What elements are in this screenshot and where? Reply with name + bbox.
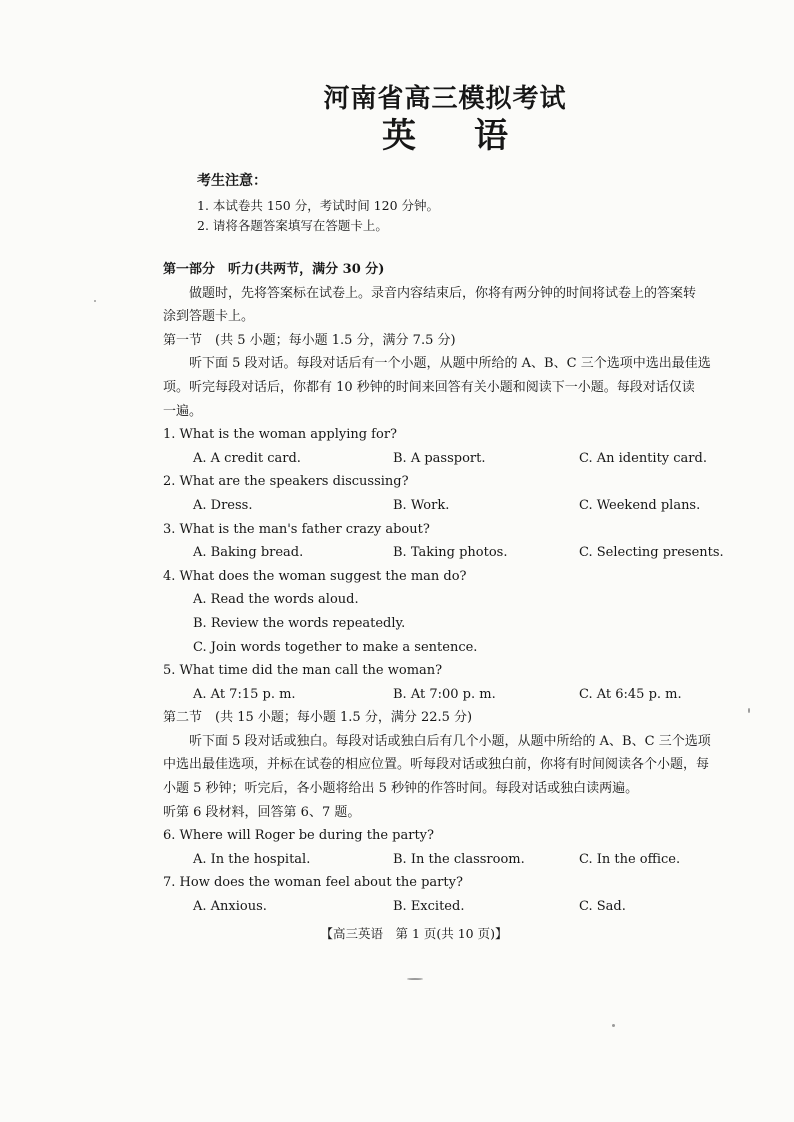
option-a: A. A credit card. bbox=[193, 450, 301, 466]
option-c: C. Selecting presents. bbox=[579, 545, 724, 561]
option-a: A. Read the words aloud. bbox=[193, 592, 359, 608]
section2-heading: 第二节 (共 15 小题；每小题 1.5 分，满分 22.5 分) bbox=[163, 710, 473, 726]
option-b: B. Excited. bbox=[393, 899, 465, 915]
question-7-options bbox=[163, 895, 733, 919]
question-3: 3. What is the man's father crazy about? bbox=[163, 521, 430, 537]
option-b: B. A passport. bbox=[393, 450, 486, 466]
option-a: A. Anxious. bbox=[193, 899, 267, 915]
option-b: B. Taking photos. bbox=[393, 545, 508, 561]
question-2-options bbox=[163, 494, 733, 518]
scan-speck bbox=[748, 708, 750, 713]
section2-intro-line: 中选出最佳选项，并标在试卷的相应位置。听每段对话或独白前，你将有时间阅读各个小题，每 bbox=[163, 757, 710, 773]
exam-title: 河南省高三模拟考试 bbox=[323, 84, 567, 114]
notice-item: 1. 本试卷共 150 分，考试时间 120 分钟。 bbox=[197, 198, 440, 213]
candidate-notice bbox=[197, 170, 439, 236]
option-b: B. At 7:00 p. m. bbox=[393, 686, 496, 702]
notice-item: 2. 请将各题答案填写在答题卡上。 bbox=[197, 218, 388, 233]
page-footer: 【高三英语 第 1 页(共 10 页)】 bbox=[320, 926, 508, 941]
option-c: C. An identity card. bbox=[579, 450, 707, 466]
section1-intro-line: 听下面 5 段对话。每段对话后有一个小题，从题中所给的 A、B、C 三个选项中选出最佳选 bbox=[189, 356, 711, 372]
question-6: 6. Where will Roger be during the party? bbox=[163, 828, 435, 844]
option-a: A. In the hospital. bbox=[193, 851, 311, 867]
question-5-options bbox=[163, 683, 733, 707]
option-c: C. Join words together to make a sentence. bbox=[193, 639, 478, 655]
option-b: B. Work. bbox=[393, 497, 450, 513]
section2-intro-line: 小题 5 秒钟；听完后，各小题将给出 5 秒钟的作答时间。每段对话或独白读两遍。 bbox=[163, 781, 639, 797]
option-a: A. Dress. bbox=[193, 497, 253, 513]
question-1-options bbox=[163, 447, 733, 471]
question-7: 7. How does the woman feel about the party? bbox=[163, 875, 463, 891]
question-2: 2. What are the speakers discussing? bbox=[163, 474, 409, 490]
section1-intro-line: 一遍。 bbox=[163, 403, 203, 419]
scan-speck bbox=[94, 300, 96, 302]
option-c: C. At 6:45 p. m. bbox=[579, 686, 682, 702]
question-5: 5. What time did the man call the woman? bbox=[163, 663, 443, 679]
option-a: A. At 7:15 p. m. bbox=[193, 686, 296, 702]
section2-intro-line: 听下面 5 段对话或独白。每段对话或独白后有几个小题，从题中所给的 A、B、C 三个选项 bbox=[189, 733, 711, 749]
option-a: A. Baking bread. bbox=[193, 545, 304, 561]
question-1: 1. What is the woman applying for? bbox=[163, 427, 397, 443]
section1-heading: 第一节 (共 5 小题；每小题 1.5 分，满分 7.5 分) bbox=[163, 332, 456, 348]
option-c: C. Weekend plans. bbox=[579, 497, 701, 513]
option-b: B. Review the words repeatedly. bbox=[193, 615, 406, 631]
option-c: C. In the office. bbox=[579, 851, 681, 867]
part1-heading: 第一部分 听力(共两节，满分 30 分) bbox=[163, 262, 385, 277]
option-c: C. Sad. bbox=[579, 899, 626, 915]
notice-title: 考生注意： bbox=[197, 173, 267, 189]
exam-content bbox=[163, 258, 733, 919]
subject-title: 英语 bbox=[382, 116, 566, 156]
question-3-options bbox=[163, 541, 733, 565]
scan-speck bbox=[612, 1024, 615, 1027]
section1-intro-line: 项。听完每段对话后，你都有 10 秒钟的时间来回答有关小题和阅读下一小题。每段对话仅读 bbox=[163, 379, 695, 395]
part1-intro-line: 涂到答题卡上。 bbox=[163, 309, 255, 325]
question-4: 4. What does the woman suggest the man do? bbox=[163, 568, 467, 584]
question-6-options bbox=[163, 848, 733, 872]
material-instruction: 听第 6 段材料，回答第 6、7 题。 bbox=[163, 804, 361, 820]
part1-intro-line: 做题时，先将答案标在试卷上。录音内容结束后，你将有两分钟的时间将试卷上的答案转 bbox=[189, 285, 697, 301]
scan-speck bbox=[407, 978, 423, 980]
option-b: B. In the classroom. bbox=[393, 851, 525, 867]
